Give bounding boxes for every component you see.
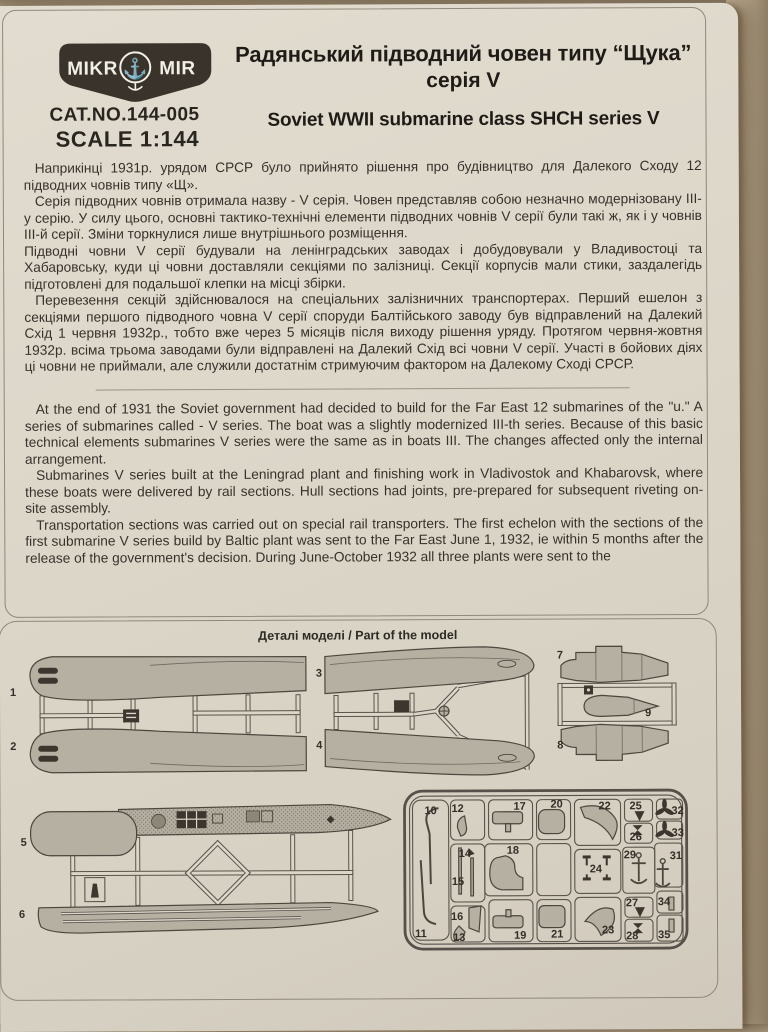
part-number-16: 16 [450,910,464,924]
part-number-14: 14 [458,847,471,860]
section-divider [96,387,630,390]
paragraph-en-2: Submarines V series built at the Leningrad plant and finishing work in Vladivostok and Khabarovsk, where these boats were delivered by rail sections. Hull sections had joints, pre-prepared for subsequent riveting on-site assembly. [25,464,704,516]
part-number-24: 24 [589,863,603,876]
logo-text-right: MIR [159,58,196,80]
brand-logo [56,40,214,105]
paragraph-en-1: At the end of 1931 the Soviet government had decided to build for the Far East 12 submarines of the "u." A series of submarines called - V series. The boat was a slightly modernized III-th series. Because of this basic technical elements submarines V series were the same as in boats III. The changes affected only the internal arrangement. [24,398,703,467]
part-number-8: 8 [557,739,564,752]
part-number-17: 17 [513,800,526,813]
part-number-20: 20 [550,798,563,811]
parts-section-frame [0,618,718,1001]
part-number-6: 6 [18,908,26,921]
parts-section-title: Деталі моделі / Part of the model [258,627,458,643]
part-number-34: 34 [657,896,671,909]
part-number-15: 15 [451,875,465,889]
part-number-27: 27 [625,897,639,910]
part-number-10: 10 [424,805,437,818]
part-number-23: 23 [602,924,615,937]
scale-label: SCALE 1:144 [55,126,200,152]
anchor-icon: ⚓ [122,58,148,81]
sprue-small-parts [404,790,687,949]
paragraph-uk-3: Підводні човни V серії будували на ленінградських заводах і добудовували у Владивостоці та Хабаровську, куди ці човни доставляли секціями по залізниці. Секції корпусів мали стики, заздалегідь підготовлені для подальшої клепки на місці збірки. [24,240,703,292]
part-number-29: 29 [623,849,636,862]
parts-diagram [0,619,717,998]
sprue-hull-stern [316,647,535,776]
part-number-31: 31 [669,850,682,863]
part-number-4: 4 [316,739,323,752]
part-31-anchor [656,859,670,887]
paragraph-uk-2: Серія підводних човнів отримала назву - V серія. Човен представляв собою незначно модернізовану III-у серію. У силу цього, основні тактико-технічні елементи підводних човнів V серії були такі ж, як і у човнів III-й серії. Зміни торкнулися лише внутрішнього розміщення. [23,190,702,242]
part-number-18: 18 [506,844,519,857]
part-number-12: 12 [451,802,464,816]
part-number-3: 3 [315,667,323,680]
part-number-2: 2 [10,740,17,753]
instruction-sheet-page [0,3,742,1032]
sprue-conning-tower [557,646,676,761]
ukrainian-text-block [24,158,703,375]
paragraph-uk-1: Наприкінці 1931р. урядом СРСР було прийнято рішення про будівництво для Далекого Сходу 12 підводних човнів типу «Щ». [23,157,702,193]
part-number-1: 1 [9,686,17,699]
part-number-26: 26 [629,831,642,844]
part-number-22: 22 [598,800,611,813]
part-number-32: 32 [671,805,684,818]
title-english: Soviet WWII submarine class SHCH series V [267,108,660,131]
part-number-9: 9 [645,707,652,720]
english-text-block [25,399,704,567]
part-number-11: 11 [415,928,427,941]
part-number-13: 13 [453,931,466,945]
part-number-5: 5 [20,836,27,849]
logo-text-left: MIKR [67,58,118,80]
part-number-28: 28 [626,930,639,943]
sprue-deck-keel [18,804,391,933]
catalog-number: CAT.NO.144-005 [49,104,200,126]
title-series: серія V [426,68,501,93]
part-number-7: 7 [556,649,563,662]
part-number-35: 35 [658,929,671,942]
paragraph-uk-4: Перевезення секцій здійснювалося на спеціальних залізничних транспортерах. Перший ешелон з секціями першого підводного човна V серії споруди Балтійського заводу був відправлений на Далекий Схід 1 червня 1932р., тобто вже через 5 місяців після виходу рішення уряду. Протягом червня-жовтня 1932р. всіма трьома заводами були відправлені на Далекий Схід всі човни V серії. Участі в бойових діях ці човни не приймали, але служили достатнім стримуючим фактором на Далекому Сході СРСР. [24,289,703,374]
part-number-21: 21 [551,928,564,941]
part-number-25: 25 [629,800,642,813]
top-section-frame [2,7,709,618]
title-block [227,40,699,132]
part-number-33: 33 [671,827,684,840]
paragraph-en-3: Transportation sections was carried out on special rail transporters. The first echelon with the sections of the first submarine V series build by Baltic plant was sent to the Far East June 1, 1932, ie within 5 months after the release of the government's decision. During June-October 1932 all three plants were sent to the [25,514,704,566]
part-number-19: 19 [514,929,527,942]
sprue-hull-bow [10,656,307,773]
title-ukrainian: Радянський підводний човен типу “Щука” [235,39,692,67]
